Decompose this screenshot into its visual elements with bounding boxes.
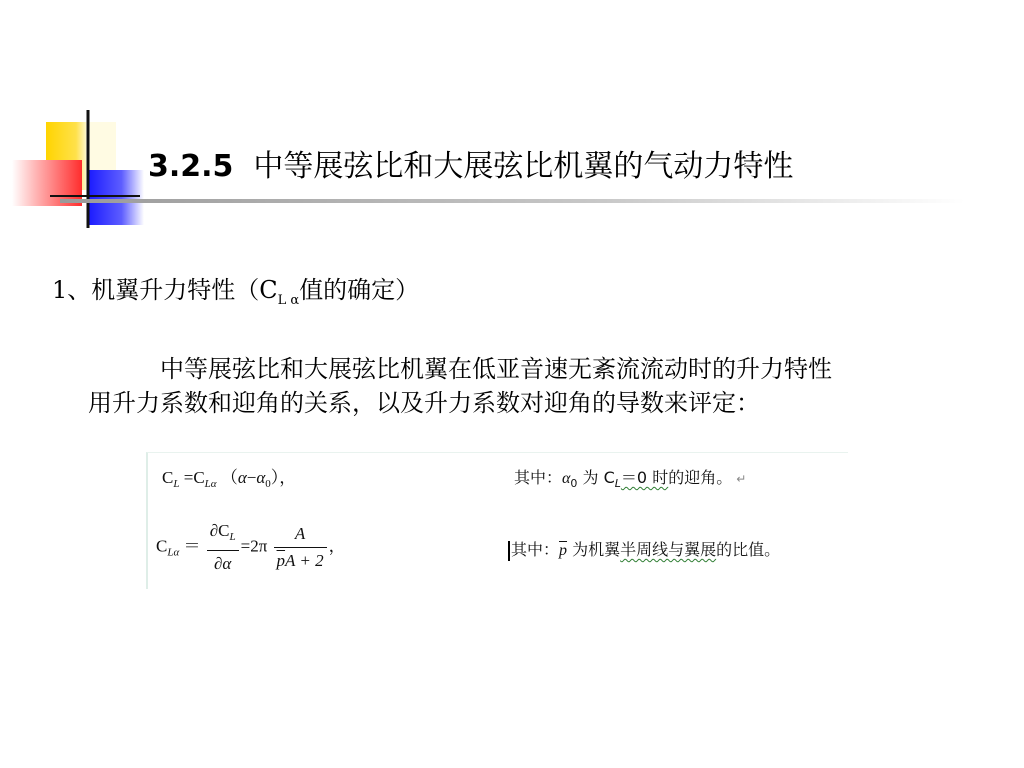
equation-lift-slope xyxy=(156,519,346,576)
eq1-alpha0: α xyxy=(256,468,266,487)
aspect-denominator-rest: A + 2 xyxy=(285,551,324,570)
formula-image xyxy=(146,452,848,589)
note2-prefix: 其中： xyxy=(511,540,560,559)
note1-cl-sub: L xyxy=(614,477,621,490)
eq1-open-paren: （ xyxy=(220,468,238,487)
title-text: 中等展弦比和大展弦比机翼的气动力特性 xyxy=(253,149,794,184)
note1-tail: 的迎角。 xyxy=(668,468,733,487)
note1-condition: ＝0 时 xyxy=(620,468,669,487)
slide-title xyxy=(148,144,793,190)
derivative-numerator-sub: L xyxy=(229,531,236,543)
paragraph-line-1: 中等展弦比和大展弦比机翼在低亚音速无紊流流动时的升力特性 xyxy=(160,355,832,383)
equation-lift-coefficient xyxy=(162,463,296,490)
eq1-alpha: α xyxy=(237,468,247,487)
section-heading-subscript: L α xyxy=(277,293,300,308)
note1-prefix: 其中： xyxy=(514,468,563,487)
body-paragraph xyxy=(88,352,968,420)
eq2-cla: C xyxy=(156,536,168,556)
section-heading-suffix: 值的确定） xyxy=(299,276,420,304)
title-number: 3.2.5 xyxy=(148,149,234,184)
note2-symbol: $\overline{p}$ xyxy=(559,542,568,559)
note2-underlined: 半周线与翼展 xyxy=(620,540,717,559)
note2-tail: 的比值。 xyxy=(716,540,781,559)
eq1-close-paren: ）， xyxy=(270,468,297,487)
note-alpha-zero xyxy=(514,465,746,490)
eq1-alpha0-sub: 0 xyxy=(265,478,271,490)
eq1-cl-sub: L xyxy=(173,478,180,490)
aspect-denominator-p: $\overline{p}$ xyxy=(276,551,286,570)
fraction-derivative xyxy=(207,519,239,576)
paragraph-mark-icon: ↵ xyxy=(736,472,747,486)
note1-symbol: α xyxy=(562,470,571,487)
paragraph-line-2: 用升力系数和迎角的关系，以及升力系数对迎角的导数来评定： xyxy=(88,389,760,417)
note1-symbol-sub: 0 xyxy=(570,477,578,490)
section-heading-prefix: 1、机翼升力特性（C xyxy=(52,276,278,304)
eq1-cl: C xyxy=(162,468,174,487)
eq2-equals: ＝ xyxy=(183,536,201,556)
eq2-two-pi: =2π xyxy=(240,536,268,556)
note1-mid: 为 C xyxy=(577,468,615,487)
note2-mid: 为机翼 xyxy=(567,540,621,559)
eq2-cla-sub: Lα xyxy=(167,546,180,559)
note-perimeter-ratio xyxy=(508,537,780,561)
eq1-cla: C xyxy=(193,468,205,487)
derivative-denominator: ∂α xyxy=(214,554,232,573)
title-underline xyxy=(60,196,965,206)
eq2-end: ， xyxy=(328,536,346,556)
section-heading xyxy=(52,272,419,319)
eq1-equals: = xyxy=(183,468,194,487)
text-cursor xyxy=(508,541,510,561)
eq1-cla-sub: Lα xyxy=(204,478,217,490)
aspect-numerator: A xyxy=(274,522,327,548)
eq1-minus: − xyxy=(246,468,257,487)
fraction-aspect xyxy=(274,522,327,573)
derivative-numerator: ∂C xyxy=(209,521,230,540)
